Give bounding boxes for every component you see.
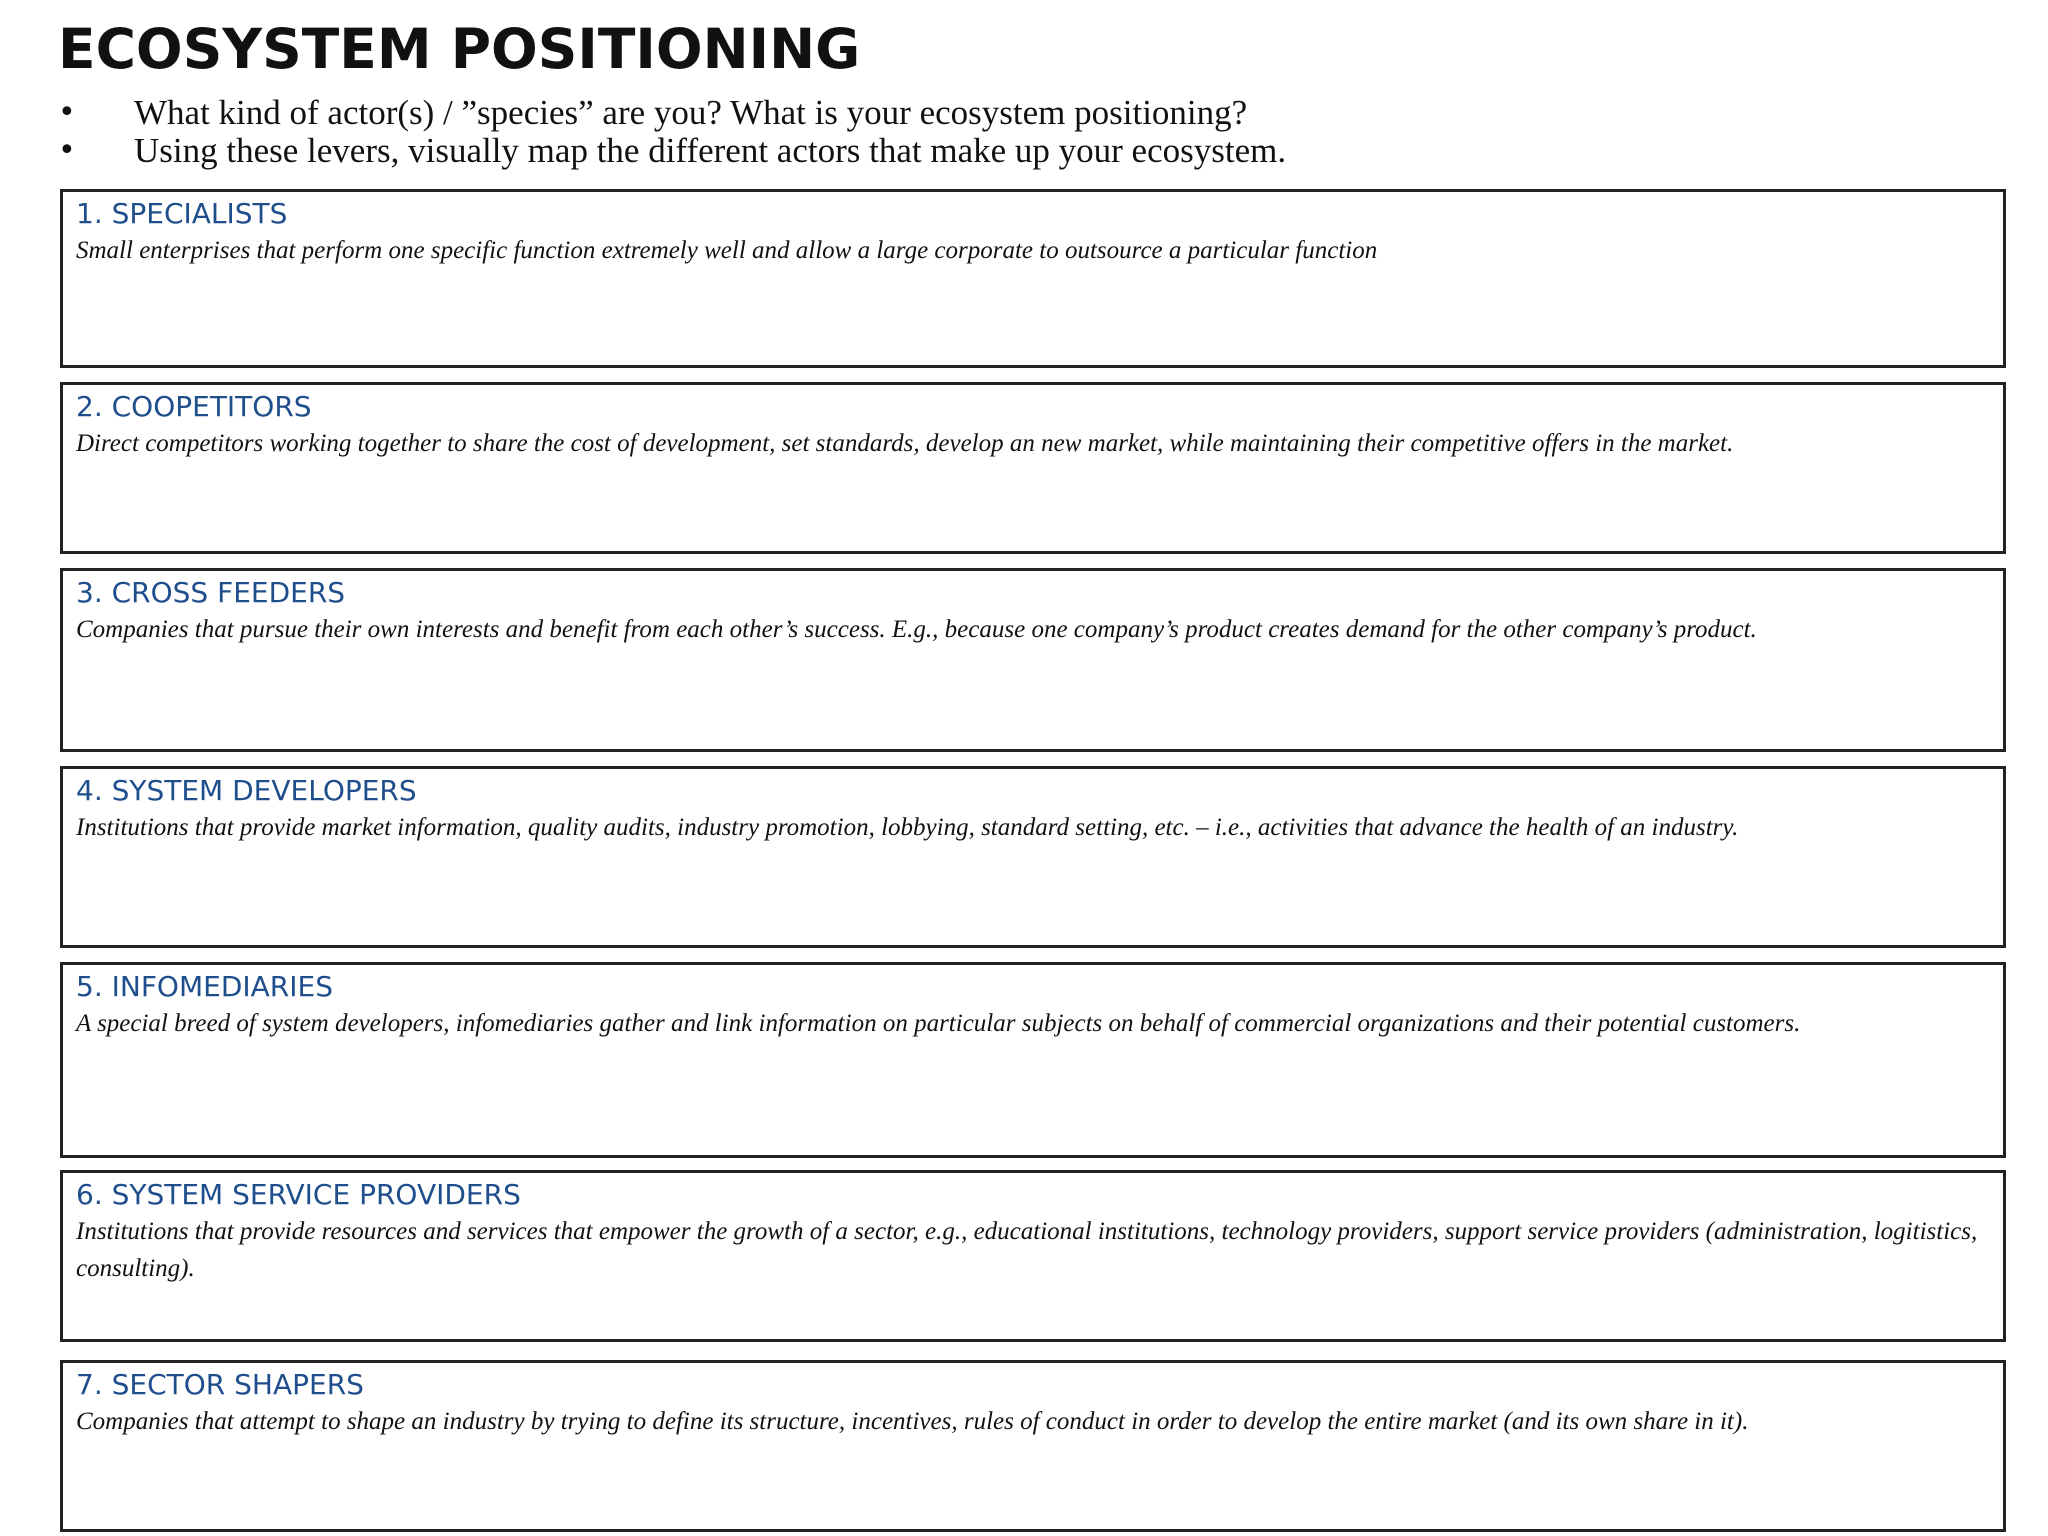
section-description: Institutions that provide market information, quality audits, industry promotion, lobbying, standard setting, etc. – i.e., activities that advance the health of an industry.	[76, 814, 1739, 841]
section-system-developers[interactable]	[60, 766, 2006, 948]
section-infomediaries[interactable]	[60, 962, 2006, 1158]
section-coopetitors[interactable]	[60, 382, 2006, 554]
bullet-icon: •	[58, 133, 76, 168]
section-description: Companies that attempt to shape an industry by trying to define its structure, incentives, rules of conduct in order to develop the entire market (and its own share in it).	[76, 1408, 1749, 1435]
section-system-service-providers[interactable]	[60, 1170, 2006, 1342]
section-heading: 7. SECTOR SHAPERS	[76, 1368, 364, 1401]
section-sector-shapers[interactable]	[60, 1360, 2006, 1532]
section-description: Direct competitors working together to share the cost of development, set standards, develop an new market, while maintaining their competitive offers in the market.	[76, 430, 1734, 457]
page-title: ECOSYSTEM POSITIONING	[58, 17, 861, 81]
section-heading: 5. INFOMEDIARIES	[76, 970, 333, 1003]
section-description: Companies that pursue their own interests and benefit from each other’s success. E.g., because one company’s product creates demand for the other company’s product.	[76, 616, 1757, 643]
bullet-icon: •	[58, 95, 76, 130]
instruction-text: Using these levers, visually map the different actors that make up your ecosystem.	[134, 131, 1287, 170]
instruction-item	[58, 132, 1286, 170]
section-heading: 6. SYSTEM SERVICE PROVIDERS	[76, 1178, 521, 1211]
section-description: Institutions that provide resources and services that empower the growth of a sector, e.g., educational institutions, technology providers, support service providers (administration, logitistics, consulting).	[76, 1218, 1978, 1282]
instruction-text: What kind of actor(s) / ”species” are you? What is your ecosystem positioning?	[134, 93, 1248, 132]
instruction-item	[58, 94, 1286, 132]
section-cross-feeders[interactable]	[60, 568, 2006, 752]
section-specialists[interactable]	[60, 189, 2006, 368]
section-heading: 3. CROSS FEEDERS	[76, 576, 346, 609]
section-heading: 1. SPECIALISTS	[76, 197, 288, 230]
section-description: Small enterprises that perform one specific function extremely well and allow a large corporate to outsource a particular function	[76, 237, 1378, 264]
section-heading: 4. SYSTEM DEVELOPERS	[76, 774, 417, 807]
instructions-list	[58, 94, 1286, 170]
section-heading: 2. COOPETITORS	[76, 390, 312, 423]
section-description: A special breed of system developers, infomediaries gather and link information on particular subjects on behalf of commercial organizations and their potential customers.	[76, 1010, 1801, 1037]
